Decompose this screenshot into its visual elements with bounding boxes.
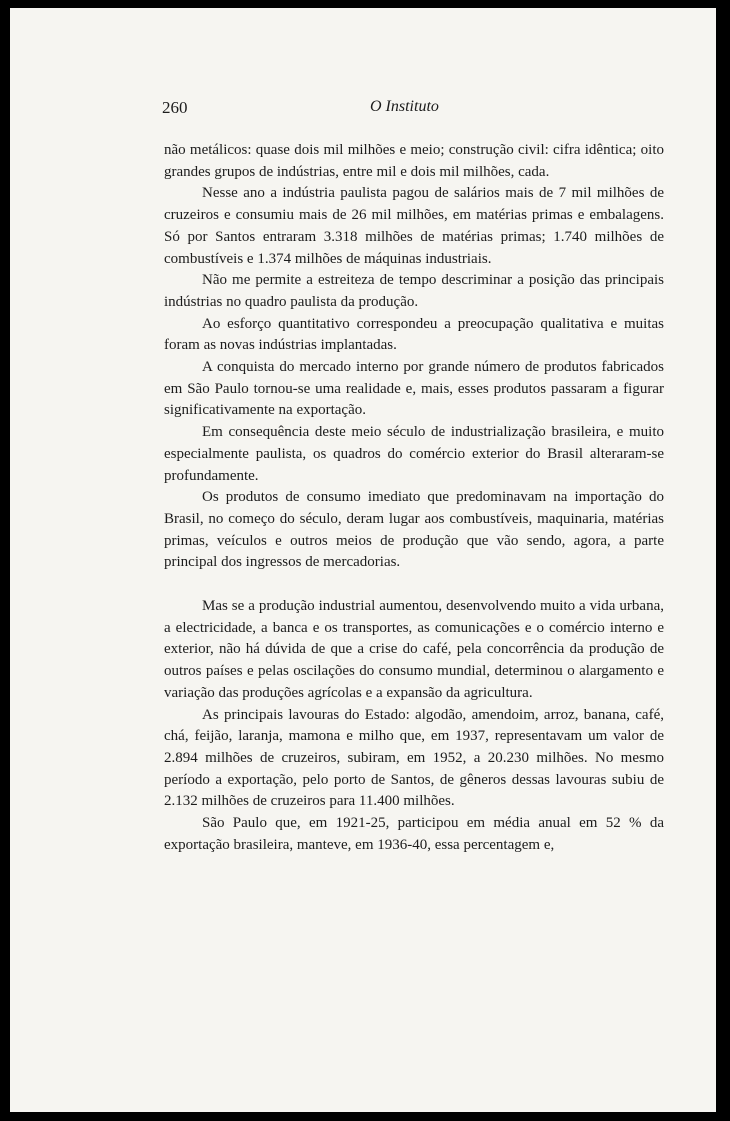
paragraph: São Paulo que, em 1921-25, participou em média anual em 52 % da exportação brasileira, manteve, em 1936-40, essa percentagem e, — [164, 815, 664, 853]
paragraph: Ao esforço quantitativo correspondeu a preocupação qualitativa e muitas foram as novas indústrias implantadas. — [164, 315, 664, 354]
paragraph: A conquista do mercado interno por grande número de produtos fabricados em São Paulo tornou-se uma realidade e, mais, esses produtos passaram a figurar significativamente na exportação. — [164, 359, 664, 419]
paragraph: Não me permite a estreiteza de tempo descriminar a posição das principais indústrias no quadro paulista da produção. — [164, 272, 664, 310]
paragraph: não metálicos: quase dois mil milhões e meio; construção civil: cifra idêntica; oito grandes grupos de indústrias, entre mil e dois mil milhões, cada. — [164, 142, 664, 180]
document-page — [10, 8, 716, 1112]
paragraph: Mas se a produção industrial aumentou, desenvolvendo muito a vida urbana, a electricidade, a banca e os transportes, as comunicações e o comércio interno e exterior, não há dúvida de que a crise do café, pela concorrência da produção de outros países e pelas oscilações do consumo mundial, determinou o alargamento e variação das produções agrícolas e a expansão da agricultura. — [164, 598, 664, 701]
paragraph: As principais lavouras do Estado: algodão, amendoim, arroz, banana, café, chá, feijão, laranja, mamona e milho que, em 1937, representavam um valor de 2.894 milhões de cruzeiros, subiram, em 1952, a 20.230 milhões. No mesmo período a exportação, pelo porto de Santos, de gêneros dessas lavouras subiu de 2.132 milhões de cruzeiros para 11.400 milhões. — [164, 706, 664, 810]
page-number: 260 — [162, 98, 188, 117]
paragraph: Os produtos de consumo imediato que predominavam na importação do Brasil, no começo do século, deram lugar aos combustíveis, maquinaria, matérias primas, veículos e outros meios de produção que vão sendo, agora, a parte principal dos ingressos de mercadorias. — [164, 489, 664, 571]
body-text — [164, 140, 664, 857]
paragraph: Nesse ano a indústria paulista pagou de salários mais de 7 mil milhões de cruzeiros e consumiu mais de 26 mil milhões, em matérias primas e embalagens. Só por Santos entraram 3.318 milhões de matérias primas; 1.740 milhões de combustíveis e 1.374 milhões de máquinas industriais. — [164, 185, 664, 267]
paragraph: Em consequência deste meio século de industrialização brasileira, e muito especialmente paulista, os quadros do comércio exterior do Brasil alteraram-se profundamente. — [164, 424, 664, 484]
page-header — [162, 98, 662, 124]
running-title: O Instituto — [370, 98, 439, 115]
